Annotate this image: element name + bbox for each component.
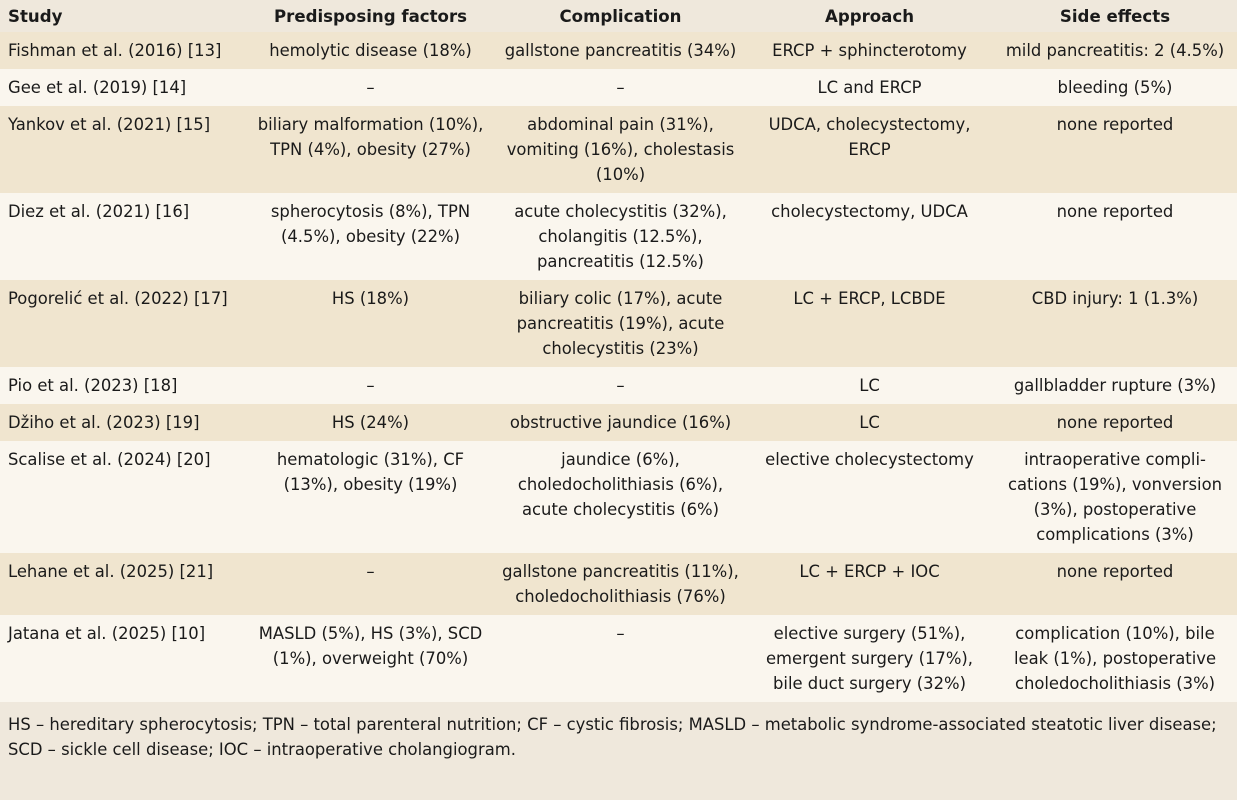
cell-complication: gallstone pancreatitis (11%), choledocholithiasis (76%) (495, 553, 746, 615)
cell-complication: – (495, 615, 746, 702)
cell-side-effects: intraoperative compli-cations (19%), vonversion (3%), postoperative complications (3%) (993, 441, 1237, 553)
header-complication: Complication (495, 0, 746, 32)
table-footnote: HS – hereditary spherocytosis; TPN – total parenteral nutrition; CF – cystic fibrosis; MASLD – metabolic syndrome-associated steatotic liver disease; SCD – sickle cell disease; IOC – intraoperative cholangiogram. (0, 702, 1237, 762)
cell-complication: gallstone pancreatitis (34%) (495, 32, 746, 69)
cell-predisposing-factors: – (246, 69, 495, 106)
cell-study: Pogorelić et al. (2022) [17] (0, 280, 246, 367)
cell-predisposing-factors: hematologic (31%), CF (13%), obesity (19%) (246, 441, 495, 553)
cell-study: Fishman et al. (2016) [13] (0, 32, 246, 69)
table-row (0, 280, 1237, 367)
cell-side-effects: none reported (993, 106, 1237, 193)
cell-approach: LC (746, 404, 993, 441)
cell-study: Džiho et al. (2023) [19] (0, 404, 246, 441)
cell-complication: – (495, 69, 746, 106)
cell-study: Lehane et al. (2025) [21] (0, 553, 246, 615)
cell-study: Pio et al. (2023) [18] (0, 367, 246, 404)
cell-study: Yankov et al. (2021) [15] (0, 106, 246, 193)
cell-side-effects: CBD injury: 1 (1.3%) (993, 280, 1237, 367)
cell-complication: biliary colic (17%), acute pancreatitis (19%), acute cholecystitis (23%) (495, 280, 746, 367)
cell-approach: ERCP + sphincterotomy (746, 32, 993, 69)
cell-predisposing-factors: – (246, 367, 495, 404)
cell-side-effects: mild pancreatitis: 2 (4.5%) (993, 32, 1237, 69)
cell-complication: jaundice (6%), choledocholithiasis (6%), acute cholecystitis (6%) (495, 441, 746, 553)
cell-approach: elective surgery (51%), emergent surgery (17%), bile duct surgery (32%) (746, 615, 993, 702)
cell-approach: cholecystectomy, UDCA (746, 193, 993, 280)
table-row (0, 404, 1237, 441)
cell-complication: abdominal pain (31%), vomiting (16%), cholestasis (10%) (495, 106, 746, 193)
cell-predisposing-factors: MASLD (5%), HS (3%), SCD (1%), overweight (70%) (246, 615, 495, 702)
cell-side-effects: bleeding (5%) (993, 69, 1237, 106)
cell-approach: UDCA, cholecystectomy, ERCP (746, 106, 993, 193)
cell-predisposing-factors: spherocytosis (8%), TPN (4.5%), obesity (22%) (246, 193, 495, 280)
cell-approach: LC and ERCP (746, 69, 993, 106)
header-approach: Approach (746, 0, 993, 32)
header-row (0, 0, 1237, 32)
cell-approach: elective cholecystectomy (746, 441, 993, 553)
table-row (0, 106, 1237, 193)
header-predisposing-factors: Predisposing factors (246, 0, 495, 32)
cell-predisposing-factors: HS (24%) (246, 404, 495, 441)
cell-study: Scalise et al. (2024) [20] (0, 441, 246, 553)
cell-approach: LC (746, 367, 993, 404)
table-row (0, 441, 1237, 553)
cell-study: Diez et al. (2021) [16] (0, 193, 246, 280)
cell-complication: obstructive jaundice (16%) (495, 404, 746, 441)
cell-side-effects: none reported (993, 404, 1237, 441)
header-study: Study (0, 0, 246, 32)
cell-side-effects: complication (10%), bile leak (1%), postoperative choledocholithiasis (3%) (993, 615, 1237, 702)
table-row (0, 367, 1237, 404)
table-row (0, 32, 1237, 69)
header-side-effects: Side effects (993, 0, 1237, 32)
cell-predisposing-factors: biliary malformation (10%), TPN (4%), obesity (27%) (246, 106, 495, 193)
cell-approach: LC + ERCP + IOC (746, 553, 993, 615)
cell-predisposing-factors: HS (18%) (246, 280, 495, 367)
cell-side-effects: none reported (993, 193, 1237, 280)
cell-study: Gee et al. (2019) [14] (0, 69, 246, 106)
cell-complication: acute cholecystitis (32%), cholangitis (12.5%), pancreatitis (12.5%) (495, 193, 746, 280)
cell-study: Jatana et al. (2025) [10] (0, 615, 246, 702)
cell-side-effects: none reported (993, 553, 1237, 615)
cell-side-effects: gallbladder rupture (3%) (993, 367, 1237, 404)
cell-approach: LC + ERCP, LCBDE (746, 280, 993, 367)
table-row (0, 69, 1237, 106)
table-row (0, 615, 1237, 702)
table-row (0, 193, 1237, 280)
table-row (0, 553, 1237, 615)
cell-predisposing-factors: hemolytic disease (18%) (246, 32, 495, 69)
cell-predisposing-factors: – (246, 553, 495, 615)
cell-complication: – (495, 367, 746, 404)
